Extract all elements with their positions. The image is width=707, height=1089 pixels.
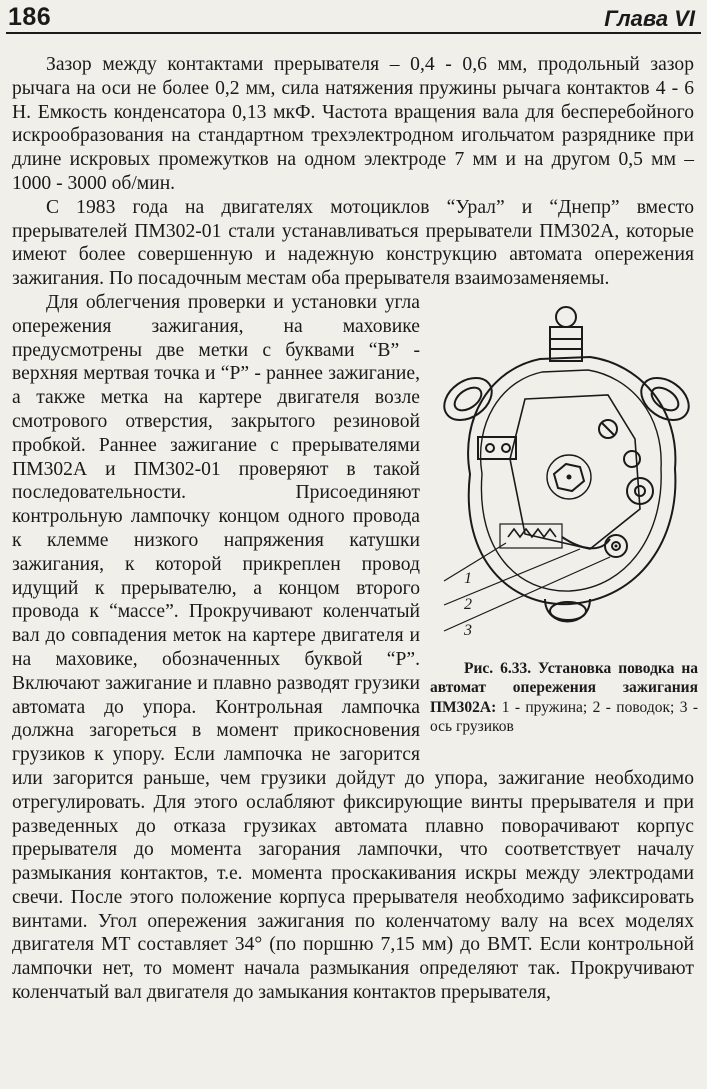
page-body	[12, 53, 699, 1005]
figure-6-33	[430, 299, 698, 751]
paragraph-ignition-check	[12, 291, 699, 1005]
paragraph-ignition-check-text: Для облегчения проверки и установки угла опережения зажигания, на маховике предусмотрены две метки с буквами “В” - верхняя мертвая точка и “Р” - раннее зажигание, а также метка на картере двигателя возле смотрового отверстия, закрытого резиновой пробкой. Раннее зажигание с прерывателями ПМ302А и ПМ302-01 проверяют в такой последовательности. Присоединяют контрольную лампочку концом одного провода к клемме низкого напряжения катушки зажигания, к которой прикреплен провод идущий к прерывателю, а концом второго провода к “массе”. Прокручивают коленчатый вал до совпадения меток на картере двигателя и на маховике, обозначенных буквой “Р”. Включают зажигание и плавно разводят грузики автомата до упора. Контрольная лампочка должна загореться в момент прикосновения грузиков к упору. Если лампочка не загорится или загорится раньше, чем грузики дойдут до упора, зажигание необходимо отрегулировать. Для этого ослабляют фиксирующие винты прерывателя и при разведенных до отказа грузиках автомата плавно поворачивают корпус прерывателя до момента загорания лампочки, что соответствует началу размыкания контактов, т.е. момента проскакивания искры между электродами свечи. После этого положение корпуса прерывателя необходимо зафиксировать винтами. Угол опережения зажигания по коленчатому валу на всех моделях двигателя МТ составляет 34° (по поршню 7,15 мм) до ВМТ. Если контрольной лампочки нет, то момент начала размыкания определяют так. Прокручивают коленчатый вал двигателя до замыкания контактов прерывателя,	[12, 291, 694, 1004]
callout-3: 3	[464, 621, 472, 639]
chapter-title: Глава VI	[604, 6, 695, 31]
caption-legend: 1 - пружина; 2 - поводок; 3 - ось грузиков	[430, 698, 699, 736]
page-header	[0, 0, 707, 34]
callout-2: 2	[464, 595, 472, 613]
figure-caption	[430, 659, 698, 737]
callout-1: 1	[464, 569, 472, 587]
paragraph-breaker-models: С 1983 года на двигателях мотоциклов “Урал” и “Днепр” вместо прерывателей ПМ302-01 стали устанавливаться прерыватели ПМ302А, которые имеют более совершенную и надежную конструкцию автомата опережения зажигания. По посадочным местам оба прерывателя взаимозаменяемы.	[12, 196, 694, 290]
paragraph-contact-gap: Зазор между контактами прерывателя – 0,4 - 0,6 мм, продольный зазор рычага на оси не более 0,2 мм, сила натяжения пружины рычага контактов 4 - 6 Н. Емкость конденсатора 0,13 мкФ. Частота вращения вала для бесперебойного искрообразования на стандартном трехэлектродном игольчатом разряднике при длине искровых промежутков на одном электроде 7 мм и на другом 0,5 мм – 1000 - 3000 об/мин.	[12, 54, 694, 194]
page-number: 186	[8, 3, 52, 31]
header-rule	[6, 32, 701, 34]
caption-title: Рис. 6.33. Установка поводка на автомат опережения зажигания ПМ302А:	[430, 659, 698, 716]
